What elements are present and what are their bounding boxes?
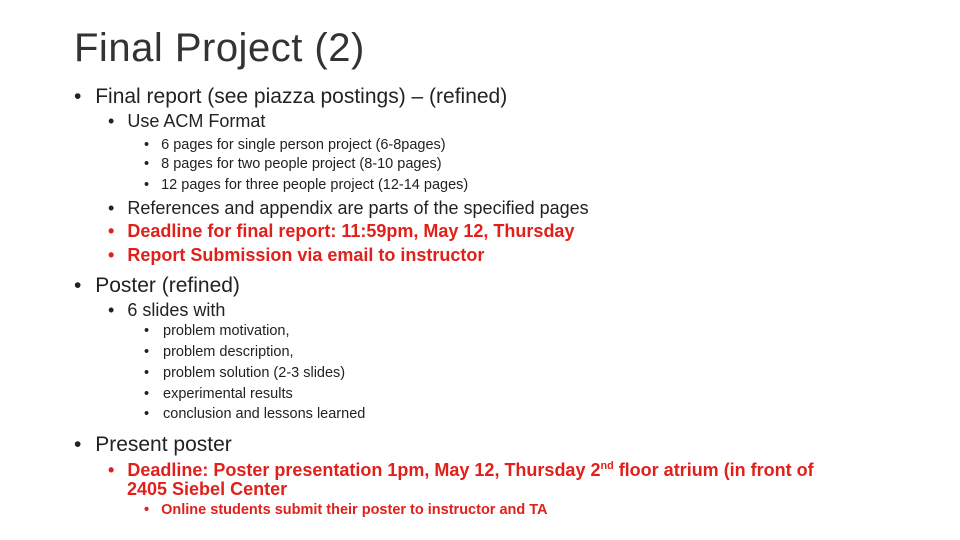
slide-item-text: conclusion and lessons learned — [163, 406, 366, 422]
acm-format-text: Use ACM Format — [127, 111, 266, 131]
bullet: • — [74, 85, 82, 108]
bullet: • — [144, 406, 150, 422]
bullet: • — [144, 323, 150, 339]
poster-text: Poster (refined) — [95, 274, 240, 297]
list-item-poster — [74, 274, 240, 298]
list-item-pages-single — [144, 137, 446, 153]
present-poster-text: Present poster — [95, 433, 232, 456]
list-item-pages-three — [144, 177, 468, 193]
list-item-slide-2 — [144, 344, 294, 360]
bullet: • — [108, 460, 115, 480]
submission-text: Report Submission via email to instructor — [127, 245, 485, 265]
list-item-slide-5 — [144, 406, 366, 422]
bullet: • — [144, 344, 150, 360]
bullet: • — [108, 245, 115, 265]
list-item-six-slides — [108, 300, 225, 321]
list-item-submission — [108, 245, 484, 266]
list-item-slide-1 — [144, 323, 290, 339]
bullet: • — [144, 156, 150, 172]
pages-three-text: 12 pages for three people project (12-14 pages) — [161, 177, 469, 193]
bullet: • — [74, 274, 82, 297]
bullet: • — [144, 365, 150, 381]
slide-item-text: problem description, — [163, 344, 294, 360]
bullet: • — [108, 221, 115, 241]
slide-item-text: problem solution (2-3 slides) — [163, 365, 346, 381]
list-item-slide-4 — [144, 386, 293, 402]
list-item-online-students — [144, 502, 548, 518]
poster-deadline-part-b: floor atrium (in front of — [613, 460, 814, 480]
slide-item-text: experimental results — [163, 386, 293, 402]
slide-item-text: problem motivation, — [163, 323, 290, 339]
bullet: • — [144, 502, 150, 518]
poster-deadline-part-a: Deadline: Poster presentation 1pm, May 12, Thursday 2 — [127, 460, 601, 480]
pages-single-text: 6 pages for single person project (6-8pages) — [161, 137, 446, 153]
list-item-acm-format — [108, 111, 265, 132]
slide-title: Final Project (2) — [74, 26, 365, 70]
bullet: • — [144, 137, 150, 153]
pages-two-text: 8 pages for two people project (8-10 pages) — [161, 156, 442, 172]
bullet: • — [108, 198, 115, 218]
deadline-report-text: Deadline for final report: 11:59pm, May 12, Thursday — [127, 221, 575, 241]
bullet: • — [74, 433, 82, 456]
online-students-text: Online students submit their poster to instructor and TA — [161, 502, 548, 518]
list-item-references — [108, 198, 589, 219]
bullet: • — [108, 111, 115, 131]
bullet: • — [144, 177, 150, 193]
poster-deadline-continuation: 2405 Siebel Center — [127, 479, 288, 499]
list-item-final-report — [74, 85, 507, 109]
list-item-deadline-report — [108, 221, 574, 242]
six-slides-text: 6 slides with — [127, 300, 226, 320]
bullet: • — [108, 300, 115, 320]
bullet: • — [144, 386, 150, 402]
list-item-present-poster — [74, 433, 232, 457]
list-item-pages-two — [144, 156, 442, 172]
final-report-text: Final report (see piazza postings) – (refined) — [95, 85, 508, 108]
list-item-slide-3 — [144, 365, 346, 381]
ordinal-suffix: nd — [600, 460, 614, 472]
list-item-poster-deadline — [108, 460, 814, 481]
poster-deadline-text — [127, 460, 813, 480]
references-text: References and appendix are parts of the specified pages — [127, 198, 589, 218]
